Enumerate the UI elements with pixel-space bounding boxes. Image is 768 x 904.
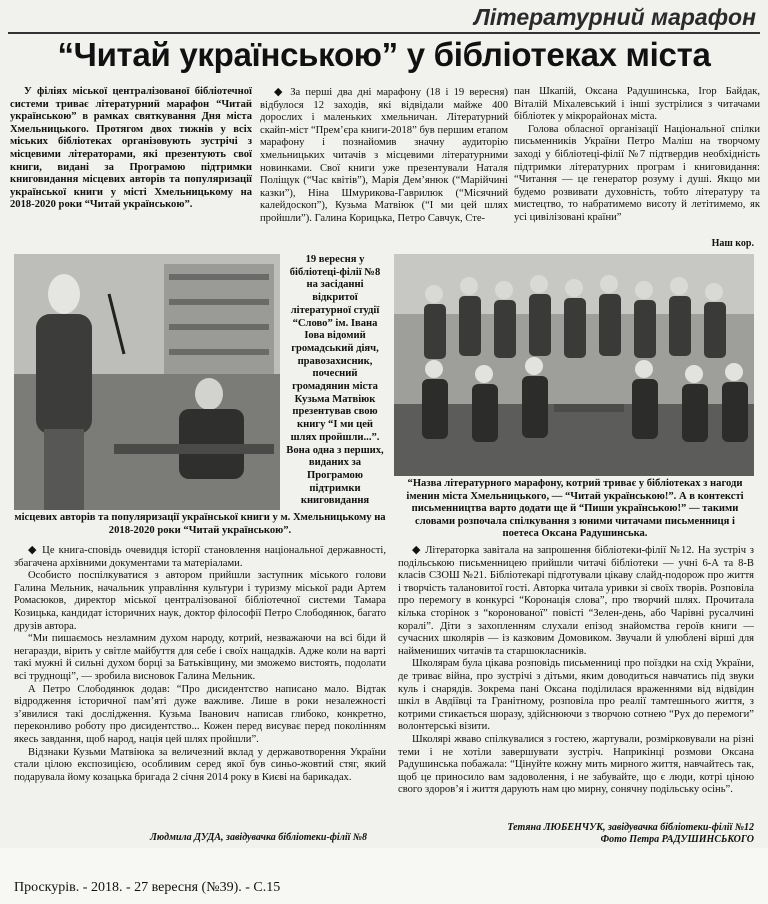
article-headline: “Читай українською” у бібліотеках міста [57, 36, 711, 73]
column-5-paragraph-2: Школярам була цікава розповідь письменниці про поїздки на схід України, де триває війна, про зустрічі з дітьми, яким доводиться навчатись під звуки куль і снарядів. Зокрема пані Оксана поділилася враженнями від відвідин шкіл в Авдіївці та Гранітному, розповіла про реалії тамтешнього життя, з котрими стикається шоразу, здійснюючи з творчою сотнею “Рух до перемоги” волонтерські візити. [398, 658, 754, 733]
column-3 [514, 86, 760, 236]
photo-2-caption: “Назва літературного марафону, котрий триває у бібліотеках з нагоди іменин міста Хмельницького, — “Читай українською!”. А в контексті письменництва варто додати ще й “Пиши українською!” — такими словами розпочала спілкування з юними читачами письменниця і поетеса Оксана Радушинська. [406, 478, 744, 540]
column-3-text-a: пан Шкапій, Оксана Радушинська, Ігор Байдак, Віталій Міхалевський і інші зустрілися з читачами бібліотек у мікрорайонах міста. [514, 86, 760, 123]
byline-our-correspondent: Наш кор. [711, 238, 754, 249]
diamond-bullet-icon: ◆ [28, 544, 43, 556]
column-2-text [260, 86, 508, 226]
column-3-text-b: Голова обласної організації Національної спілки письменників України Петро Маліш на творчому заході у бібліотеці-філії №7 підтвердив необхідність підтримки літературних програм і книговидання: “Читання — це генератор розуму і душі. Якщо ми будемо розвивати духовність, тобто літературу та мистецтво, то набратимемо висоту й летітимемо, як усі цивілізовані країни” [514, 123, 760, 223]
photo-author-presentation [14, 254, 280, 510]
column-5-paragraph-3: Школярі жваво спілкувалися з гостею, жартували, розмірковували на різні теми і не хотіли завершувати зустріч. Наприкінці розмови Оксана Радушинська побажала: “Цінуйте кожну мить мирного життя, навчайтесь так, щоб це приносило вам задоволення, і не забувайте, що є люди, котрі ціною свого здоров’я і життя дарують нам цю мирну, сонячну подільську осінь”. [398, 733, 754, 796]
column-2-body: За перші два дні марафону (18 і 19 вересня) відбулося 12 заходів, які відвідали майже 400 дорослих і маленьких хмельничан. Літературний скайп-міст “Прем’єра книги-2018” був першим етапом марафону і познайомив значну аудиторію хмельницьких читачів з місцевими літературними новинками. Свої книги уже презентували Наталя Поліщук (“Час квітів”), Марія Дем’янюк (“Марійчині казки”), Ніна Шмурикова-Гаврилюк (“Місячний калейдоскоп”), Кузьма Матвіюк (“І ми цей шлях пройшли”). Галина Корицька, Петро Савчук, Сте- [260, 87, 508, 224]
column-4-paragraph [14, 544, 386, 570]
photo-1-side-caption: 19 вересня у бібліотеці-філії №8 на засіданні відкритої літературної студії “Слово” ім. Івана Іова відомий громадський діяч, правозахисник, почесний громадянин міста Кузьма Матвіюк презентував свою книгу “І ми цей шлях пройшли...”. Вона одна з перших, виданих за Програмою підтримки книговидання [286, 254, 384, 507]
column-4-paragraph-1: Це книга-сповідь очевидця історії становлення національної державності, збагачена архівними документами та матеріалами. [14, 545, 386, 569]
photo-group-readers [394, 254, 754, 476]
lead-paragraph [10, 86, 252, 236]
column-2 [260, 86, 508, 236]
photo-1-illustration [14, 254, 280, 510]
diamond-bullet-icon: ◆ [412, 544, 426, 556]
column-4 [14, 544, 386, 829]
column-4-paragraph-3: “Ми пишаємось незламним духом народу, котрий, незважаючи на всі біди й негаразди, вірить у світле майбуття для себе і своїх нащадків. Адже коли на варті такі мужні й сильні духом борці за Батьківщину, ми зможемо вистоять, подолати всі труднощі”, — зробила висновок Галина Мельник. [14, 633, 386, 682]
lead-text: У філіях міської централізованої бібліотечної системи триває літературний марафон “Читай українською” в рамках святкування Дня міста Хмельницького. Протягом двох тижнів у всіх міських бібліотеках організовують зустрічі з місцевими літераторами, які презентують свої книги, видані за Програмою підтримки книговидання місцевих авторів та популяризації української книги у місті Хмельницькому на 2018-2020 роки “Читай українською”. [10, 86, 252, 211]
signature-duda: Людмила ДУДА, завідувачка бібліотеки-філії №8 [150, 832, 368, 843]
rubric-divider [8, 32, 760, 34]
column-4-paragraph-5: Відзнаки Кузьми Матвіюка за величезний вклад у державотворення України стали цілою експозицією, особливим серед якої був синьо-жовтий стяг, який подарувала йому козацька бригада 2 січня 2014 року в Києві на барикадах. [14, 746, 386, 783]
column-4-paragraph-4: А Петро Слободянюк додав: “Про дисидентство написано мало. Відтак відродження історичної пам’яті дуже важливе. Лише в роки незалежності з’явилися такі дослідження. Кузьма Іванович написав глибоко, конкретно, переконливо роботу про дисидентство... Кожен перед висуває перед поколінням якесь завдання, щоб народ, нація цей шлях пройшли”. [14, 683, 386, 745]
photo-credit: Фото Петра РАДУШИНСЬКОГО [600, 834, 754, 845]
column-5-paragraph [398, 544, 754, 658]
column-5 [398, 544, 754, 829]
diamond-bullet-icon: ◆ [274, 86, 291, 98]
source-citation: Проскурів. - 2018. - 27 вересня (№39). - С.15 [14, 880, 281, 895]
signature-lyubenchuk: Тетяна ЛЮБЕНЧУК, завідувачка бібліотеки-філії №12 [507, 822, 754, 833]
column-5-paragraph-1: Літераторка завітала на запрошення бібліотеки-філії №12. На зустріч з подільською письменницею прийшли читачі бібліотеки — учні 6-А та 8-В класів СЗОШ №21. Бібліотекарі підготували цікаву слайд-подорож про життя і творчість талановитої гості. Авторка читала уривки зі своїх творів. Розповіла про перемогу в конкурсі “Коронація слова”, про творчий шлях. Прочитала кілька сторінок з “коронованої” повісті “Зелен-день, або Чарівні русалчині коралі”. Діти з захопленням слухали епізод знайомства героїв книги — сучасних школярів — із казковим Домовиком. Звучали й улюблені вірші для наймениших читачів та старшокласників. [398, 545, 754, 657]
column-4-paragraph-2: Особисто поспілкуватися з автором прийшли заступник міського голови Галина Мельник, начальник управління культури і туризму міської ради Артем Ромасюков, директор міської централізованої бібліотечної системи Тамара Козицька, кандидат історичних наук, доктор філософії Петро Слободянюк, багато друзів автора. [14, 570, 386, 632]
photo-1-caption-tail: місцевих авторів та популяризації української книги у м. Хмельницькому на 2018-2020 роки “Читай українською”. [14, 512, 386, 536]
section-rubric: Літературний марафон [473, 4, 756, 30]
photo-2-illustration [394, 254, 754, 476]
